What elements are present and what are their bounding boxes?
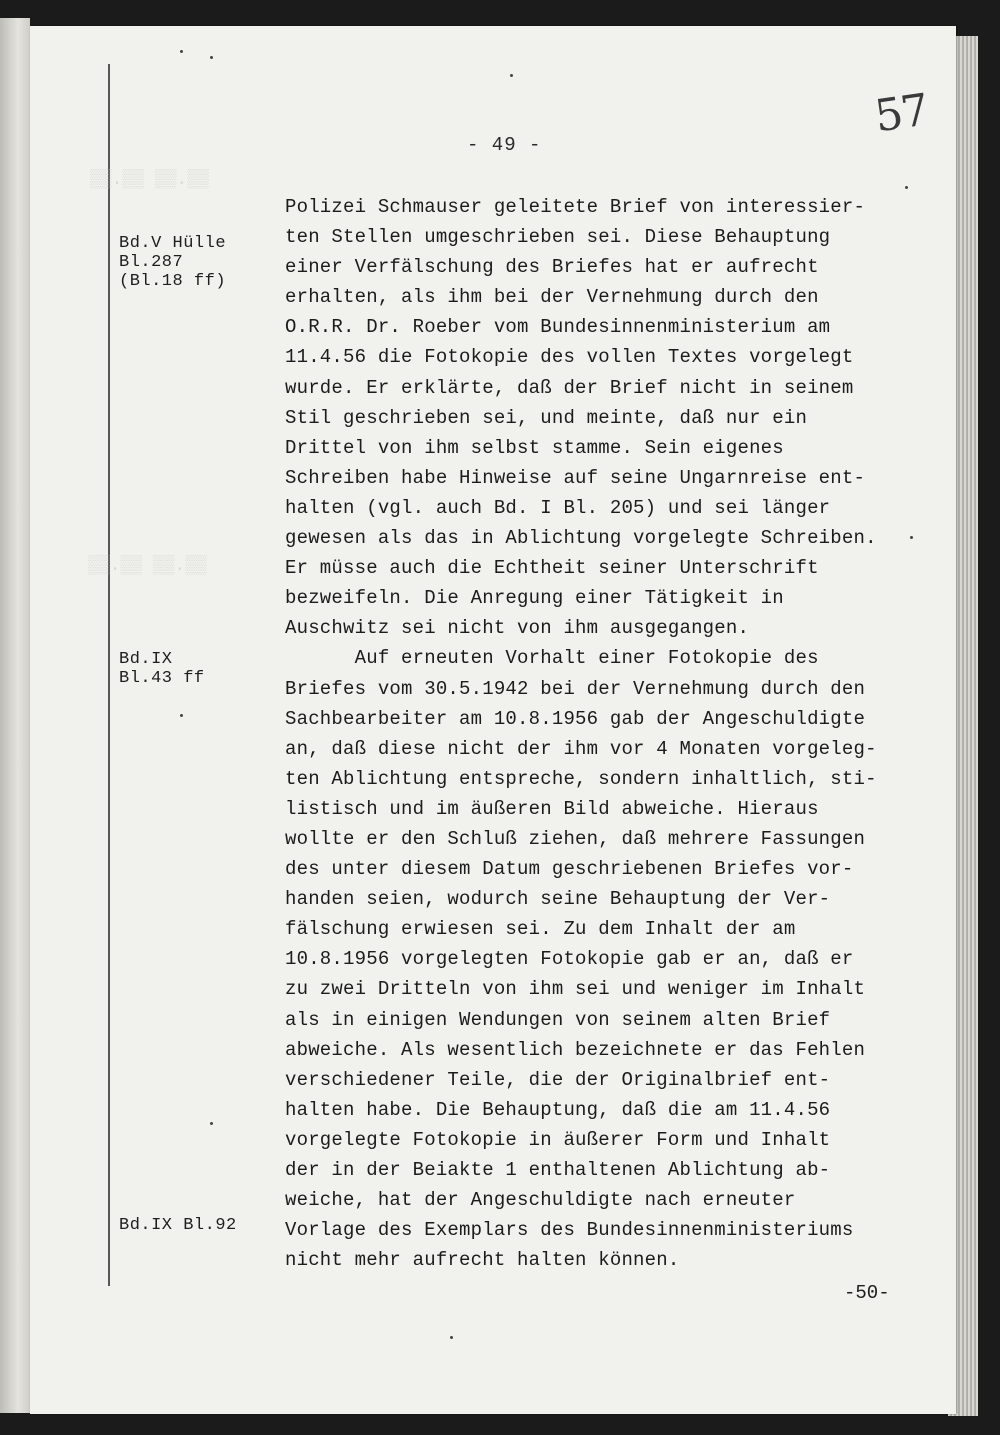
text-line: Briefes vom 30.5.1942 bei der Vernehmung durch den — [285, 677, 866, 700]
next-page-number: -50- — [844, 1282, 890, 1304]
scan-speck — [210, 1122, 213, 1125]
text-line: fälschung erwiesen sei. Zu dem Inhalt der am — [285, 918, 796, 941]
show-through: ▒▒.▒▒ ▒▒.▒▒ — [90, 170, 209, 190]
scan-speck — [180, 50, 183, 53]
scan-speck — [910, 536, 913, 539]
text-line: verschiedener Teile, die der Originalbrief ent- — [285, 1068, 831, 1091]
text-line: 11.4.56 die Fotokopie des vollen Textes vorgelegt — [285, 346, 854, 369]
left-page-edge — [0, 18, 30, 1413]
text-line: als in einigen Wendungen von seinem alten Brief — [285, 1008, 831, 1031]
text-line: einer Verfälschung des Briefes hat er aufrecht — [285, 256, 819, 279]
text-line: ten Stellen umgeschrieben sei. Diese Behauptung — [285, 226, 831, 249]
text-line: an, daß diese nicht der ihm vor 4 Monaten vorgeleg- — [285, 737, 877, 760]
page-number: - 49 - — [467, 134, 542, 156]
text-line: gewesen als das in Ablichtung vorgelegte Schreiben. — [285, 527, 877, 550]
text-line: halten (vgl. auch Bd. I Bl. 205) und sei länger — [285, 496, 831, 519]
scan-speck — [210, 56, 213, 59]
text-line: wollte er den Schluß ziehen, daß mehrere Fassungen — [285, 827, 866, 850]
text-line: bezweifeln. Die Anregung einer Tätigkeit in — [285, 587, 784, 610]
text-line: Drittel von ihm selbst stamme. Sein eigenes — [285, 436, 784, 459]
text-line: wurde. Er erklärte, daß der Brief nicht in seinem — [285, 376, 854, 399]
text-line: der in der Beiakte 1 enthaltenen Ablichtung ab- — [285, 1159, 831, 1181]
margin-note-reference: Bd.IX Bl.43 ff — [119, 650, 205, 688]
scan-speck — [450, 1336, 453, 1339]
text-line: zu zwei Dritteln von ihm sei und weniger im Inhalt — [285, 978, 866, 1001]
text-line: Er müsse auch die Echtheit seiner Unterschrift — [285, 557, 819, 580]
text-line: Schreiben habe Hinweise auf seine Ungarnreise ent- — [285, 466, 866, 489]
text-line: erhalten, als ihm bei der Vernehmung durch den — [285, 286, 819, 309]
text-line: halten habe. Die Behauptung, daß die am 11.4.56 — [285, 1098, 831, 1121]
body-text — [285, 192, 945, 1275]
text-line: abweiche. Als wesentlich bezeichnete er das Fehlen — [285, 1038, 866, 1061]
text-line: Vorlage des Exemplars des Bundesinnenministeriums — [285, 1219, 854, 1242]
text-line: O.R.R. Dr. Roeber vom Bundesinnenministerium am — [285, 316, 831, 339]
document-page — [30, 26, 956, 1414]
text-line: Auf erneuten Vorhalt einer Fotokopie des — [285, 647, 819, 670]
show-through: ▒▒.▒▒ ▒▒.▒▒ — [88, 556, 207, 576]
margin-note-reference: Bd.V Hülle Bl.287 (Bl.18 ff) — [119, 234, 227, 291]
margin-note-reference: Bd.IX Bl.92 — [119, 1216, 237, 1235]
text-line: ten Ablichtung entspreche, sondern inhaltlich, sti- — [285, 767, 877, 790]
text-line: des unter diesem Datum geschriebenen Briefes vor- — [285, 858, 854, 881]
text-line: 10.8.1956 vorgelegten Fotokopie gab er an, daß er — [285, 948, 854, 971]
text-line: Polizei Schmauser geleitete Brief von interessier- — [285, 196, 866, 218]
text-line: Sachbearbeiter am 10.8.1956 gab der Angeschuldigte — [285, 707, 866, 730]
text-line: handen seien, wodurch seine Behauptung der Ver- — [285, 888, 831, 911]
text-line: Stil geschrieben sei, und meinte, daß nur ein — [285, 406, 808, 429]
text-line: nicht mehr aufrecht halten können. — [285, 1249, 680, 1272]
scan-speck — [905, 186, 908, 189]
text-line: Auschwitz sei nicht von ihm ausgegangen. — [285, 617, 750, 640]
scan-speck — [510, 74, 513, 77]
scan-speck — [180, 714, 183, 717]
margin-rule — [108, 64, 110, 1286]
text-line: vorgelegte Fotokopie in äußerer Form und Inhalt — [285, 1128, 831, 1151]
text-line: weiche, hat der Angeschuldigte nach erneuter — [285, 1189, 796, 1212]
handwritten-folio-stamp: 57 — [871, 84, 931, 143]
text-line: listisch und im äußeren Bild abweiche. Hieraus — [285, 797, 819, 820]
